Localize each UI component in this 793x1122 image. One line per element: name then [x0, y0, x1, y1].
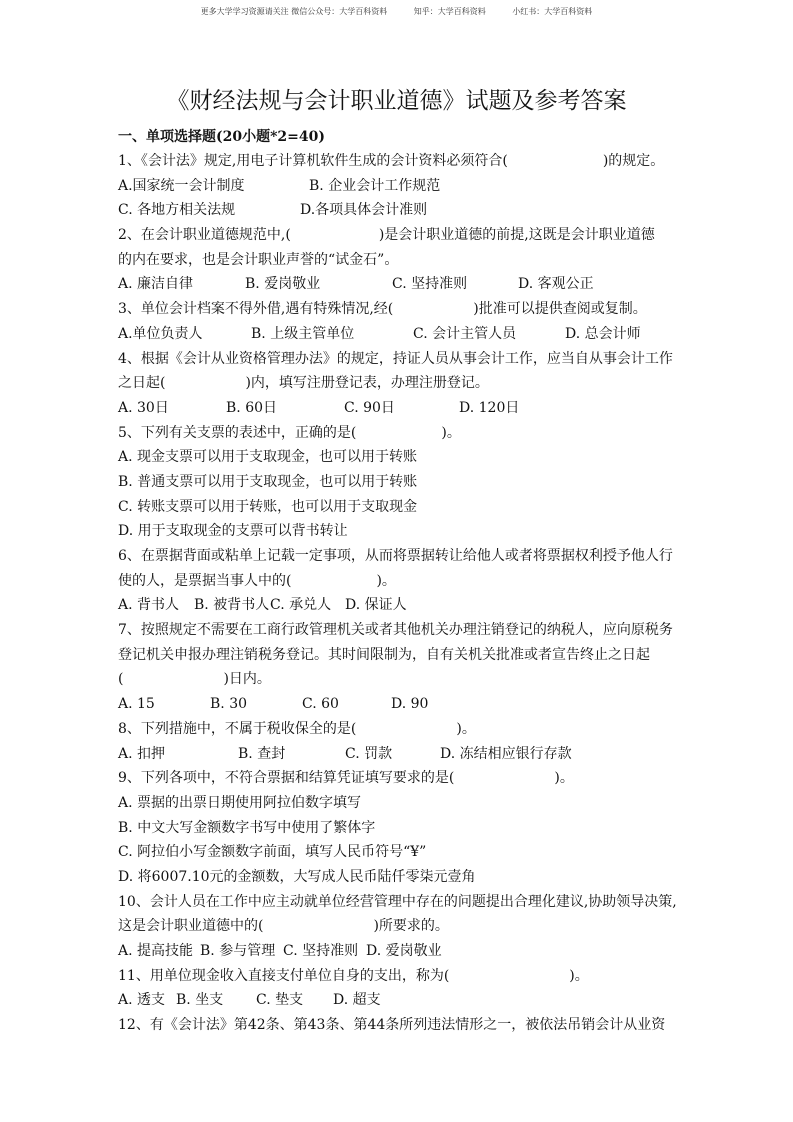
text: B. 60日 — [226, 399, 278, 416]
question-1 — [118, 149, 678, 174]
options — [118, 174, 678, 199]
text: )的规定。 — [602, 153, 665, 169]
text: A. 提高技能 — [118, 943, 194, 959]
text: 这是会计职业道德中的( — [118, 918, 264, 935]
text: C. 垫支 — [256, 992, 304, 1009]
options — [118, 198, 678, 223]
text: A. 现金支票可以用于支取现金，也可以用于转账 — [118, 449, 418, 466]
text: D. 保证人 — [345, 597, 407, 614]
question-12 — [118, 1013, 678, 1038]
text: A.国家统一会计制度 — [118, 177, 245, 194]
text: B. 参与管理 — [200, 943, 276, 959]
text: C. 转账支票可以用于转账，也可以用于支取现金 — [118, 498, 418, 515]
option — [118, 445, 678, 470]
text: B. 上级主管单位 — [251, 325, 355, 342]
options — [118, 988, 678, 1013]
text: 的内在要求，也是会计职业声誉的“试金石”。 — [118, 251, 399, 268]
options — [118, 396, 678, 421]
text: 9、下列各项中，不符合票据和结算凭证填写要求的是( — [118, 770, 455, 787]
options — [118, 593, 678, 618]
text: B. 企业会计工作规范 — [309, 177, 441, 194]
text: C. 坚持准则 — [392, 276, 468, 293]
document-title: 《财经法规与会计职业道德》试题及参考答案 — [166, 88, 627, 114]
text: C. 阿拉伯小写金额数字前面，填写人民币符号“¥” — [118, 844, 427, 861]
options — [118, 742, 678, 767]
question-6 — [118, 544, 678, 569]
text: )。 — [569, 967, 589, 984]
header-text: 知乎：大学百科资料 — [413, 7, 486, 16]
text: A.单位负责人 — [118, 325, 203, 342]
text: D. 将6007.10元的金额数，大写成人民币陆仟零柒元壹角 — [118, 868, 476, 885]
text: 11、用单位现金收入直接支付单位自身的支出，称为( — [118, 967, 450, 984]
question-8 — [118, 717, 678, 742]
text: )。 — [376, 572, 396, 589]
option — [118, 865, 678, 890]
text: A. 背书人 — [118, 597, 180, 614]
text: A. 票据的出票日期使用阿拉伯数字填写 — [118, 794, 362, 811]
question-7-cont — [118, 643, 678, 668]
option — [118, 495, 678, 520]
question-4-cont — [118, 371, 678, 396]
text: 7、按照规定不需要在工商行政管理机关或者其他机关办理注销登记的纳税人，应向原税务 — [118, 622, 673, 639]
option — [118, 816, 678, 841]
options — [118, 692, 678, 717]
header-text: 更多大学学习资源请关注 微信公众号：大学百科资料 — [200, 7, 388, 16]
text: D. 超支 — [333, 992, 381, 1009]
question-2-cont — [118, 248, 678, 273]
section-heading: 一、单项选择题(20小题*2=40) — [118, 129, 326, 145]
option — [118, 791, 678, 816]
text: C. 60 — [302, 696, 339, 713]
text: )日内。 — [223, 671, 271, 688]
question-list — [118, 149, 678, 1038]
text: C. 罚款 — [345, 745, 393, 762]
question-6-cont — [118, 569, 678, 594]
text: C. 各地方相关法规 — [118, 202, 236, 219]
text: 3、单位会计档案不得外借,遇有特殊情况,经( — [118, 301, 394, 318]
text: 4、根据《会计从业资格管理办法》的规定，持证人员从事会计工作，应当自从事会计工作 — [118, 350, 673, 367]
question-10-cont — [118, 914, 678, 939]
text: )内，填写注册登记表，办理注册登记。 — [245, 375, 489, 392]
text: C. 90日 — [344, 399, 395, 416]
text: B. 30 — [210, 696, 248, 713]
text: C. 承兑人 — [270, 597, 332, 614]
question-7 — [118, 618, 678, 643]
option — [118, 470, 678, 495]
text: 之日起( — [118, 375, 166, 392]
text: D. 120日 — [459, 399, 520, 416]
text: 登记机关申报办理注销税务登记。其时间限制为，自有关机关批准或者宣告终止之日起 — [118, 646, 650, 663]
text: A. 15 — [118, 696, 155, 713]
text: ( — [118, 671, 124, 688]
text: A. 扣押 — [118, 745, 166, 762]
text: B. 爱岗敬业 — [245, 276, 321, 293]
text: )。 — [441, 424, 461, 441]
question-2 — [118, 223, 678, 248]
text: D. 用于支取现金的支票可以背书转让 — [118, 523, 348, 540]
text: 10、会计人员在工作中应主动就单位经营管理中存在的问题提出合理化建议,协助领导决策, — [118, 893, 677, 910]
text: A. 透支 — [118, 992, 166, 1009]
text: )是会计职业道德的前提,这既是会计职业道德 — [378, 227, 655, 244]
text: 6、在票据背面或粘单上记载一定事项，从而将票据转让给他人或者将票据权利授予他人行 — [118, 548, 673, 564]
option — [118, 840, 678, 865]
question-5 — [118, 421, 678, 446]
question-7-cont — [118, 667, 678, 692]
text: D. 冻结相应银行存款 — [440, 745, 572, 762]
question-4 — [118, 347, 678, 372]
question-9 — [118, 766, 678, 791]
text: D.各项具体会计准则 — [300, 202, 428, 219]
text: B. 中文大写金额数字书写中使用了繁体字 — [118, 819, 376, 836]
text: 1、《会计法》规定,用电子计算机软件生成的会计资料必须符合( — [118, 153, 508, 169]
text: D. 90 — [391, 696, 429, 713]
question-11 — [118, 964, 678, 989]
text: D. 总会计师 — [565, 325, 641, 342]
text: B. 坐支 — [176, 992, 224, 1009]
options — [118, 939, 678, 964]
text: A. 廉洁自律 — [118, 276, 194, 293]
text: C. 会计主管人员 — [413, 325, 517, 342]
text: )所要求的。 — [373, 918, 449, 935]
text: )。 — [554, 770, 574, 787]
text: 2、在会计职业道德规范中,( — [118, 227, 291, 244]
text: )。 — [456, 720, 476, 737]
option — [118, 519, 678, 544]
text: 8、下列措施中，不属于税收保全的是( — [118, 720, 357, 737]
question-3 — [118, 297, 678, 322]
text: B. 查封 — [238, 745, 286, 762]
header-text: 小红书：大学百科资料 — [512, 7, 593, 16]
text: 12、有《会计法》第42条、第43条、第44条所列违法情形之一，被依法吊销会计从业资 — [118, 1017, 666, 1034]
options — [118, 272, 678, 297]
text: A. 30日 — [118, 399, 169, 416]
text: )批准可以提供查阅或复制。 — [473, 301, 647, 318]
header-note — [0, 6, 793, 17]
text: 使的人，是票据当事人中的( — [118, 572, 292, 589]
text: B. 普通支票可以用于支取现金，也可以用于转账 — [118, 473, 418, 490]
question-10 — [118, 890, 678, 915]
text: C. 坚持准则 — [283, 943, 359, 959]
text: 5、下列有关支票的表述中，正确的是( — [118, 424, 357, 441]
options — [118, 322, 678, 347]
text: B. 被背书人 — [194, 597, 270, 614]
text: D. 爱岗敬业 — [366, 943, 442, 959]
text: D. 客观公正 — [518, 276, 594, 293]
